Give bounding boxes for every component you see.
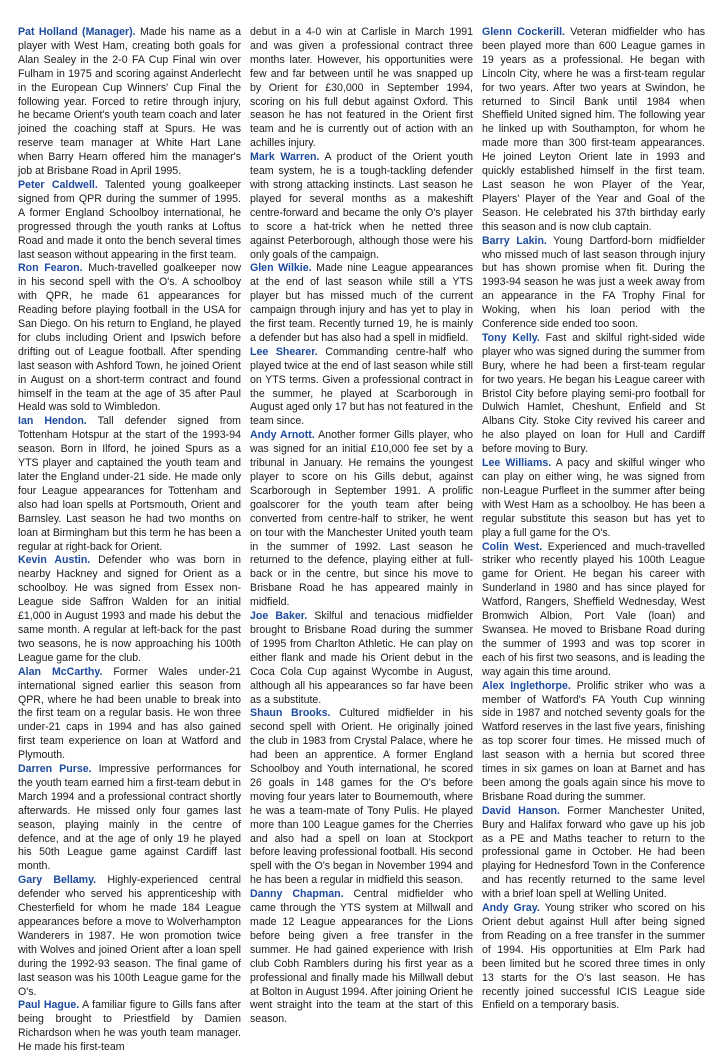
player-bio: debut in a 4-0 win at Carlisle in March 1991 and was given a professional contract three months later. However, his opportunities were few and far between until he was snapped up by Orient for £30,000 in September 1994, scoring on his full debut against Oxford. This season he has not featured in the Orient first team and he is currently out of action with an achilles injury. [250,26,473,150]
player-name: Paul Hague. [18,999,80,1012]
player-name: Alan McCarthy. [18,665,103,678]
player-profile [18,763,241,874]
player-profile [482,680,705,805]
player-bio: Young striker who scored on his Orient debut against Hull after being signed from Reading on a free transfer in the summer of 1994. His opportunities at Elm Park had been limited but he scored three times in only 13 starts for the O's last season. He has recently joined successful ICIS League side Enfield on a temporary basis. [482,902,705,1012]
player-profile [250,610,473,707]
player-bio: Former Wales under-21 international signed earlier this season from QPR, where he had been unable to break into the first team on a regular basis. He won three under-21 caps in 1994 and has also gained first team experience on loan at Watford and Plymouth. [18,665,241,762]
player-profile [18,999,241,1055]
player-bio: Skilful and tenacious midfielder brought to Brisbane Road during the summer of 1995 from Charlton Athletic. He can play on either flank and made his Orient debut in the Coca Cola Cup against Wycombe in August, although all his appearances so far have been as a substitute. [250,610,473,706]
player-bio: Central midfielder who came through the YTS system at Millwall and made 12 League appearances for the Lions before being given a free transfer in the summer. He had gained experience with Irish club Cobh Ramblers during his first year as a professional and finally made his Millwall debut at Bolton in August 1994. After joining Orient he went straight into the team at the start of this season. [250,888,473,1026]
player-bio: Another former Gills player, who was signed for an initial £10,000 fee set by a tribunal in January. He remains the youngest player to score on his Gills debut, against Scarborough in September 1991. A prolific goalscorer for the youth team after being converted from centre-half to striker, he went on tour with the Manchester United youth team in the summer of 1992. Last season he returned to the defence, playing either at full-back or in the centre, but since his move to Brisbane Road he has appeared mainly in midfield. [250,429,473,609]
player-name: Tony Kelly. [482,331,540,344]
player-bio: Made nine League appearances at the end of last season while still a YTS player but has missed much of the current campaign through injury and has yet to play in the first team. Recently turned 19, he is mainly a defender but has also had a spell in midfield. [250,262,473,344]
player-bio: Much-travelled goalkeeper now in his second spell with the O's. A schoolboy with QPR, he made 61 appearances for Reading before playing football in the USA for San Diego. On his return to England, he played for clubs including Orient and Ipswich before drifting out of League football. After spending last season with Ashford Town, he joined Orient in August on a short-term contract and found himself in the team at the age of 35 after Paul Heald was sold to Wimbledon. [18,262,241,414]
player-profile [18,666,241,763]
player-name: Mark Warren. [250,151,320,164]
player-name: Colin West. [482,540,543,553]
player-name: Danny Chapman. [250,888,344,901]
player-name: Andy Gray. [482,902,540,915]
player-name: Lee Shearer. [250,345,318,358]
player-bio: Cultured midfielder in his second spell with Orient. He originally joined the club in 1983 from Crystal Palace, where he had been an apprentice. A former England Schoolboy and Youth international, he scored 26 goals in 148 games for the O's before moving four years later to Bournemouth, where he was a team-mate of Tony Pulis. He played more than 100 League games for the Cherries and also had a spell on loan at Stockport before leaving professional football. His second spell with the O's began in November 1994 and he has been a regular in midfield this season. [250,707,473,887]
player-bio: Fast and skilful right-sided wide player who was signed during the summer from Bury, where he had been a first-team regular for two years. He began his League career with Bristol City before playing semi-pro football for Dulwich Hamlet, Cheshunt, Enfield and St Albans City. Stoke City revived his career and he also played on loan for Hull and Cardiff before moving to Bury. [482,331,705,456]
player-profile [482,332,705,457]
player-profile [482,457,705,540]
player-name: Glen Wilkie. [250,262,312,275]
player-bio: Former Manchester United, Bury and Halifax forward who gave up his job as a PE and Maths teacher to return to the professional game in October. He had been playing for Hednesford Town in the Conference and has recently returned to the same level with a brief loan spell at Welling United. [482,804,705,901]
player-name: Lee Williams. [482,457,552,470]
player-profile [482,235,705,332]
player-bio: Commanding centre-half who played twice at the end of last season while still on YTS terms. Given a professional contract in the summer, he played at Scarborough in August aged only 17 but has not featured in the team since. [250,345,473,428]
player-name: Shaun Brooks. [250,707,331,720]
player-name: Barry Lakin. [482,234,547,247]
player-bio: Prolific striker who was a member of Watford's FA Youth Cup winning side in 1987 and notched seventy goals for the Watford reserves in the last five years, finishing as top scorer four times. He missed much of last season with a hernia but scored three times in six games on loan at Barnet and has been among the goals again since his move to Brisbane Road during the summer. [482,679,705,803]
player-profile [18,262,241,415]
player-profile [482,541,705,680]
player-name: Peter Caldwell. [18,178,98,191]
player-name: Andy Arnott. [250,429,315,442]
player-bio: A familiar figure to Gills fans after being brought to Priestfield by Damien Richardson when he was youth team manager. He made his first-team [18,999,242,1054]
player-name: Pat Holland (Manager). [18,26,136,38]
player-bio: A product of the Orient youth team system, he is a tough-tackling defender with strong attacking instincts. Last season he played for several months as a makeshift centre-forward and became the only O's player to score a hat-trick when he netted three against Peterborough, although those were his only goals of the campaign. [250,151,473,261]
player-name: Joe Baker. [250,610,308,623]
player-name: Glenn Cockerill. [482,26,565,38]
player-profile [18,874,241,999]
column-3 [482,26,705,1055]
player-profile [250,262,473,345]
player-profile [482,805,705,902]
player-profile [250,429,473,610]
player-name: Darren Purse. [18,763,92,776]
player-profile [250,346,473,429]
player-profile [18,179,241,262]
player-name: Ron Fearon. [18,262,83,275]
player-name: Kevin Austin. [18,554,91,567]
column-1 [18,26,241,1055]
player-bio: Impressive performances for the youth team earned him a first-team debut in March 1994 and a professional contract shortly afterwards. He missed only four games last season, playing mainly in the centre of defence, and at the age of only 19 he played his 50th League game against Cardiff last month. [18,763,241,873]
player-bio: Tall defender signed from Tottenham Hotspur at the start of the 1993-94 season. Born in Ilford, he joined Spurs as a YTS player and captained the youth team and later the England under-21 side. He made only four League appearances for Tottenham and also had loan spells at Portsmouth, Orient and Barnsley. Last season he had two months on loan at Birmingham but this term he has been a regular at right-back for Orient. [18,415,241,553]
player-bio: Talented young goalkeeper signed from QPR during the summer of 1995. A former England Schoolboy international, he progressed through the youth ranks at Loftus Road and made it onto the bench several times last season without appearing in the first team. [18,178,241,261]
player-name: Gary Bellamy. [18,874,97,887]
player-profile [482,26,705,235]
player-bio: Experienced and much-travelled striker who recently played his 100th League game for Orient. He began his career with Sunderland in 1980 and has since played for Watford, Rangers, Sheffield Wednesday, West Bromwich Albion, Port Vale (loan) and Swansea. He moved to Brisbane Road during the summer of 1993 and was top scorer in each of his first two seasons, and is leading the way again this time around. [482,540,705,678]
player-bio: Young Dartford-born midfielder who missed much of last season through injury but has shown promise when fit. During the 1993-94 season he was just a week away from an appearance in the FA Trophy Final for Woking, when his loan period with the Conference side ended too soon. [482,234,705,331]
player-profile [18,554,241,665]
player-profile [482,902,705,1013]
column-2 [250,26,473,1055]
player-profile [250,151,473,262]
player-bio: Defender who was born in nearby Hackney and signed for Orient as a schoolboy. He was signed from Essex non-League side Saffron Walden for an initial £1,000 in August 1993 and made his debut the same month. A regular at left-back for the past two seasons, he is now approaching his 100th League game for the club. [18,554,241,664]
player-name: Ian Hendon. [18,415,87,428]
player-profile [18,415,241,554]
player-bio: Highly-experienced central defender who served his apprenticeship with Chesterfield for whom he made 184 League appearances before a move to Wolverhampton Wanderers in 1987. He won promotion twice with Wolves and joined Orient after a loan spell during the 1992-93 season. The final game of last season was his 100th League game for the O's. [18,874,241,998]
player-profile [18,26,241,179]
player-name: David Hanson. [482,804,560,817]
player-bio: Made his name as a player with West Ham, creating both goals for Alan Sealey in the 2-0 FA Cup Final win over Fulham in 1975 and scoring against Anderlecht in the European Cup Winners' Cup Final the following year. Forced to retire through injury, he became Orient's youth team coach and later joined the coaching staff at Spurs. He was reserve team manager at White Hart Lane when Barry Hearn offered him the manager's job at Brisbane Road in April 1995. [18,26,242,178]
player-bio: Veteran midfielder who has been played more than 600 League games in 19 years as a professional. He began with Lincoln City, where he was a first-team regular for two years. After two years at Swindon, he returned to Sincil Bank until 1984 when Sheffield United signed him. The following year he linked up with Southampton, for whom he made more than 300 first-team appearances. He joined Leyton Orient late in 1993 and quickly established himself in the first team. Last season he won Player of the Year, Players' Player of the Year and Goal of the Season. He celebrated his 37th birthday early this season and is now club captain. [482,26,705,233]
player-profile [250,888,473,1027]
player-bio: A pacy and skilful winger who can play on either wing, he was signed from non-League Purfleet in the summer after being with West Ham as a schoolboy. He has been a regular substitute this season but has yet to play a full game for the O's. [482,457,705,539]
player-profile [250,707,473,888]
player-name: Alex Inglethorpe. [482,679,571,692]
player-profile [250,26,473,151]
